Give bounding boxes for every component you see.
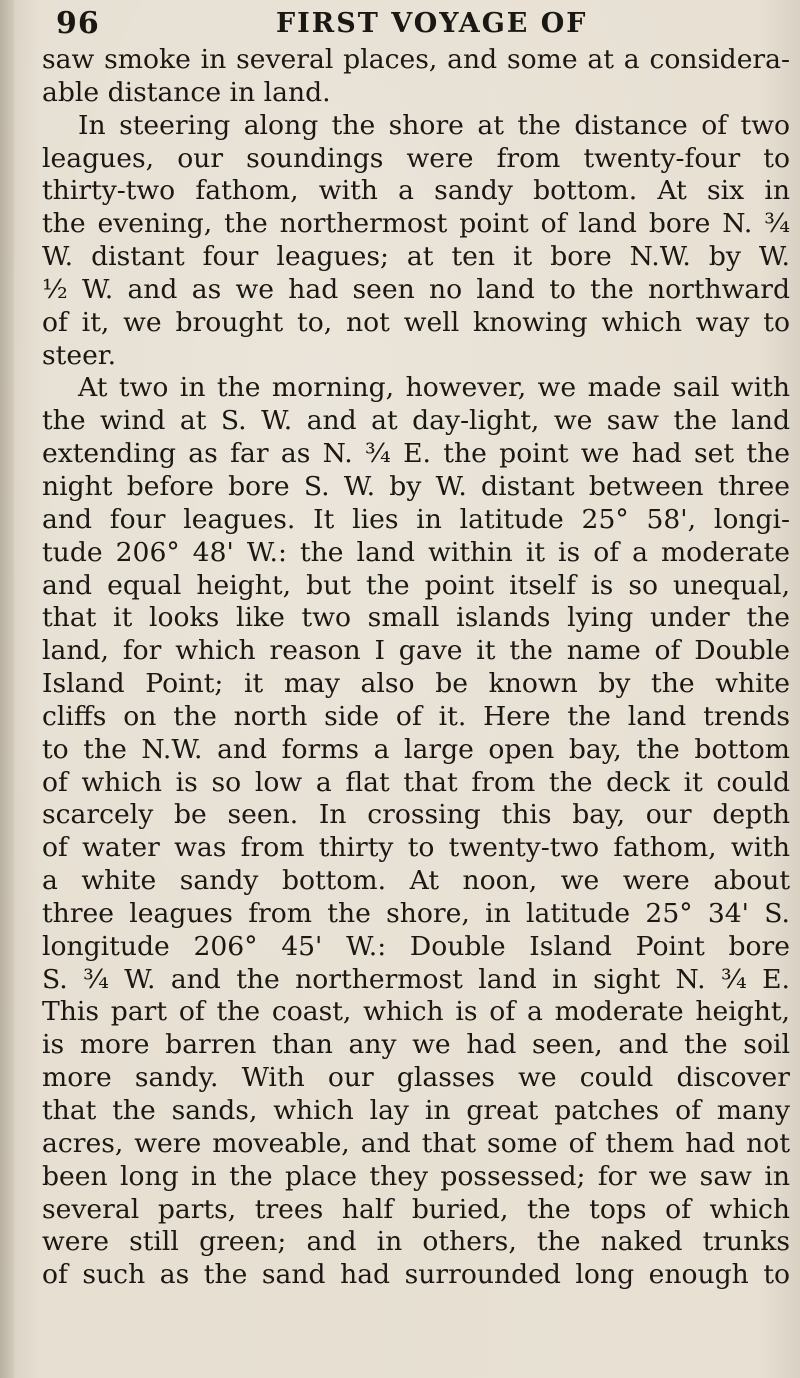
- text-line: scarcely be seen. In crossing this bay, our depth: [42, 799, 790, 831]
- text-line: and equal height, but the point itself is so unequal,: [42, 569, 790, 601]
- page-binding-edge: [0, 0, 14, 1378]
- text-line: Island Point; it may also be known by the white: [42, 668, 790, 700]
- text-line: were still green; and in others, the naked trunks: [42, 1226, 790, 1258]
- text-line: several parts, trees half buried, the tops of which: [42, 1193, 790, 1225]
- text-line: the evening, the northermost point of land bore N. ¾: [42, 208, 790, 240]
- text-line: land, for which reason I gave it the name of Double: [42, 635, 790, 667]
- text-line: longitude 206° 45' W.: Double Island Point bore: [42, 930, 790, 962]
- text-line: of such as the sand had surrounded long enough to: [42, 1259, 790, 1291]
- text-line: W. distant four leagues; at ten it bore N.W. by W.: [42, 241, 790, 273]
- text-line: In steering along the shore at the distance of two: [78, 109, 790, 141]
- text-line: able distance in land.: [42, 76, 331, 108]
- text-line: S. ¾ W. and the northermost land in sight N. ¾ E.: [42, 963, 790, 995]
- text-line: This part of the coast, which is of a moderate height,: [42, 996, 790, 1028]
- text-line: steer.: [42, 339, 117, 371]
- text-line: tude 206° 48' W.: the land within it is of a moderate: [42, 536, 790, 568]
- text-line: a white sandy bottom. At noon, we were about: [42, 865, 790, 897]
- page-number: 96: [56, 6, 100, 41]
- body-text: [42, 44, 790, 1292]
- text-line: and four leagues. It lies in latitude 25° 58', longi-: [42, 503, 790, 535]
- text-line: extending as far as N. ¾ E. the point we had set the: [42, 438, 790, 470]
- text-line: three leagues from the shore, in latitude 25° 34' S.: [42, 897, 790, 929]
- text-line: the wind at S. W. and at day-light, we saw the land: [42, 405, 790, 437]
- text-line: to the N.W. and forms a large open bay, the bottom: [42, 733, 790, 765]
- text-line: acres, were moveable, and that some of them had not: [42, 1127, 790, 1159]
- text-line: that the sands, which lay in great patches of many: [42, 1095, 790, 1126]
- running-title: FIRST VOYAGE OF: [276, 8, 588, 39]
- text-line: of which is so low a flat that from the deck it could: [42, 766, 790, 798]
- text-line: been long in the place they possessed; for we saw in: [42, 1160, 790, 1192]
- text-line: thirty-two fathom, with a sandy bottom. At six in: [42, 175, 790, 207]
- text-line: of it, we brought to, not well knowing which way to: [42, 306, 790, 338]
- text-line: of water was from thirty to twenty-two fathom, with: [42, 832, 790, 864]
- text-line: At two in the morning, however, we made sail with: [78, 372, 790, 404]
- text-line: more sandy. With our glasses we could discover: [42, 1062, 790, 1094]
- text-line: ½ W. and as we had seen no land to the northward: [42, 273, 790, 305]
- text-line: is more barren than any we had seen, and the soil: [42, 1029, 790, 1061]
- text-line: cliffs on the north side of it. Here the land trends: [42, 700, 790, 732]
- text-line: that it looks like two small islands lying under the: [42, 602, 790, 634]
- text-line: leagues, our soundings were from twenty-four to: [42, 142, 790, 174]
- text-line: saw smoke in several places, and some at a considera-: [42, 44, 790, 75]
- text-line: night before bore S. W. by W. distant between three: [42, 470, 790, 502]
